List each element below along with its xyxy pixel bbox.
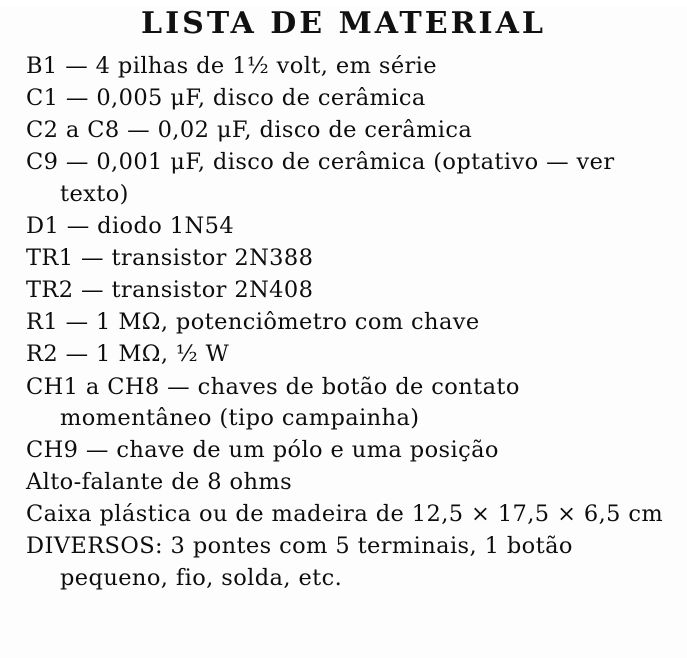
list-item: R2 — 1 MΩ, ½ W [26,341,230,368]
list-item: C2 a C8 — 0,02 μF, disco de cerâmica [26,117,473,144]
list-item: DIVERSOS: 3 pontes com 5 terminais, 1 botão pequeno, fio, solda, etc. [26,533,573,591]
material-list-document [0,6,687,658]
list-item: C9 — 0,001 μF, disco de cerâmica (optativo — ver texto) [26,149,615,207]
material-list [0,51,687,594]
list-item: B1 — 4 pilhas de 1½ volt, em série [26,53,437,79]
list-item: CH9 — chave de um pólo e uma posição [26,436,499,463]
list-item: D1 — diodo 1N54 [26,212,235,239]
page-title: LISTA DE MATERIAL [141,6,546,41]
list-item: Alto-falante de 8 ohms [26,469,293,496]
list-item: TR2 — transistor 2N408 [26,277,314,304]
list-item: C1 — 0,005 μF, disco de cerâmica [26,85,426,112]
list-item: Caixa plástica ou de madeira de 12,5 × 17,5 × 6,5 cm [26,501,664,528]
list-item: TR1 — transistor 2N388 [26,244,314,271]
list-item: R1 — 1 MΩ, potenciômetro com chave [26,309,480,336]
list-item: CH1 a CH8 — chaves de botão de contato momentâneo (tipo campainha) [26,373,520,431]
